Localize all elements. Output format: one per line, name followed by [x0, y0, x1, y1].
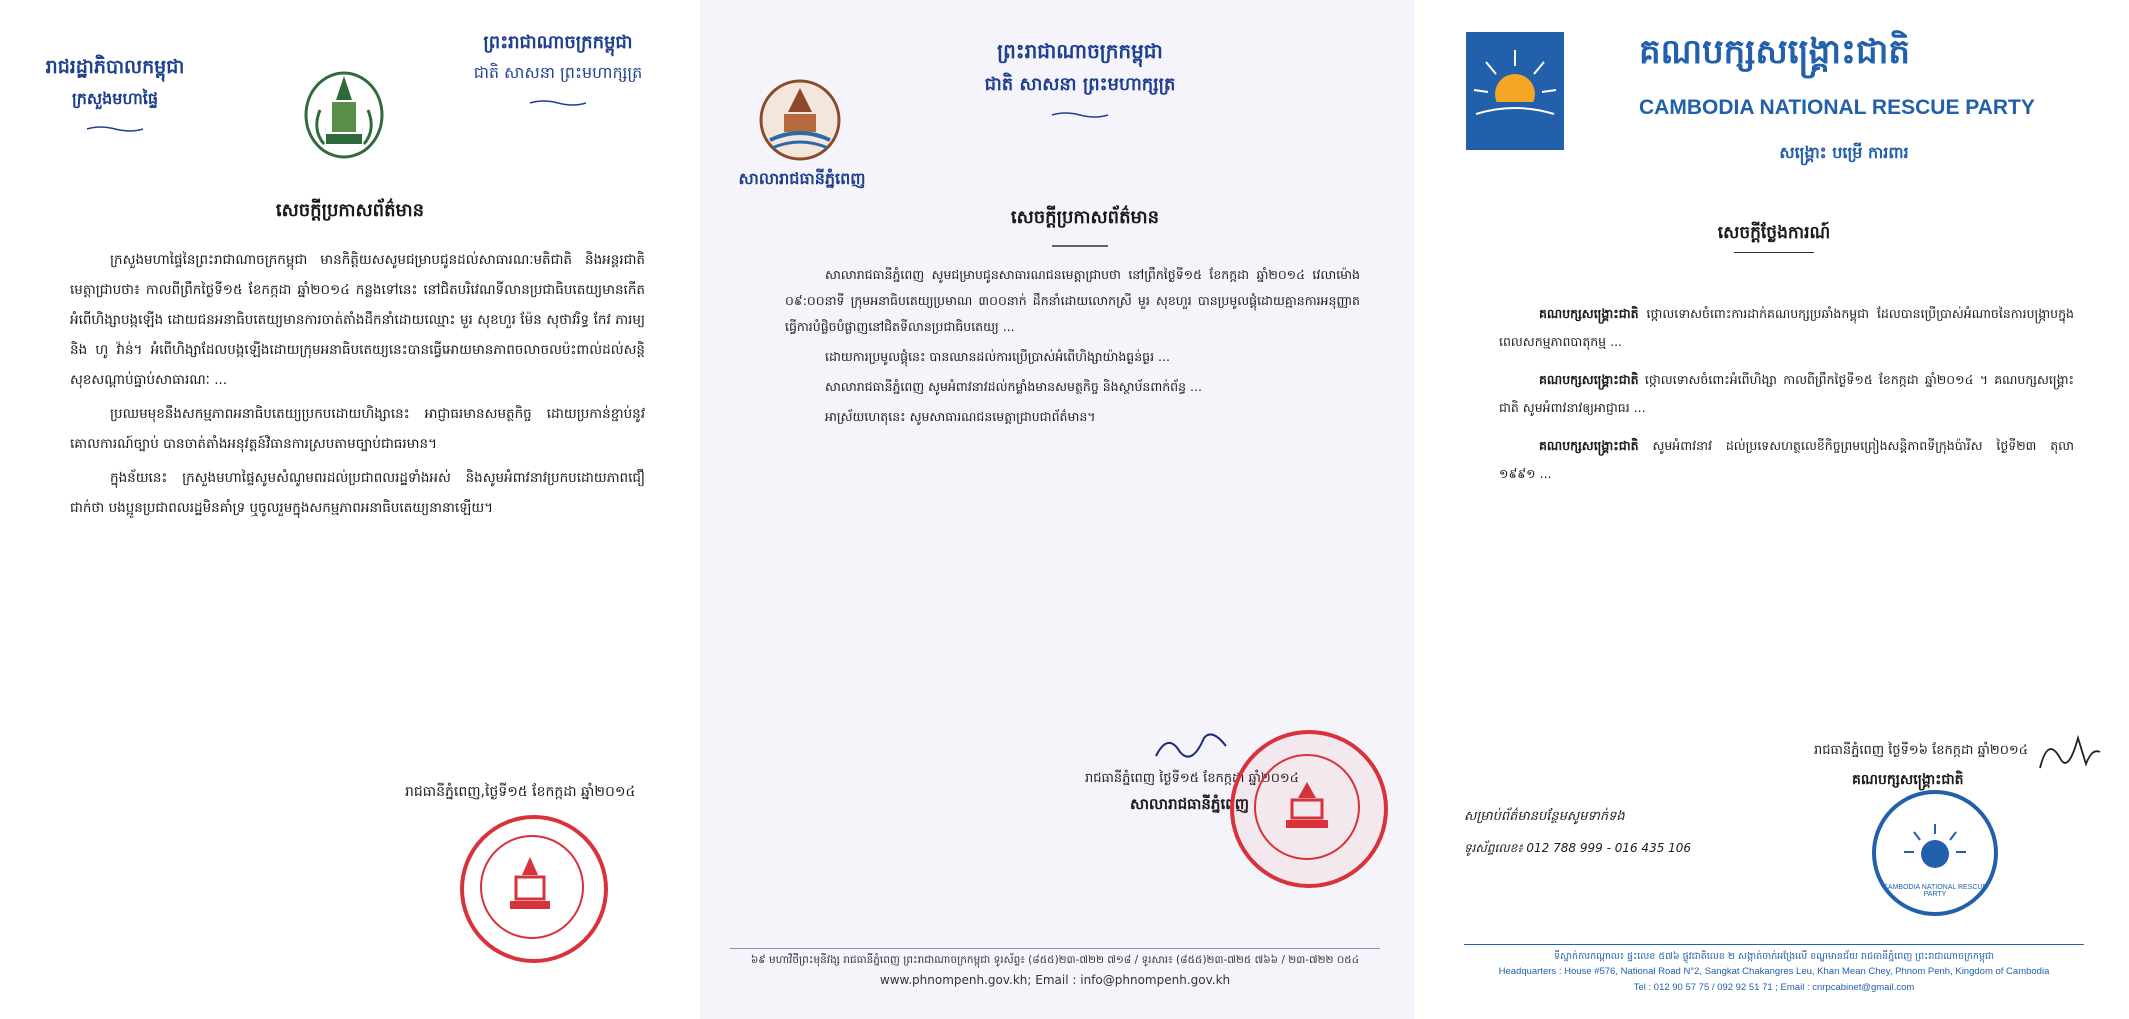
doc3-paragraph [1499, 366, 2074, 422]
doc3-date-line: រាជធានីភ្នំពេញ ថ្ងៃទី១៦ ខែកក្កដា ឆ្នាំ២០១៤ [1814, 743, 2028, 758]
doc2-title: សេចក្តីប្រកាសព័ត៌មាន [1010, 207, 1160, 228]
doc2-org: សាលារាជធានីភ្នំពេញ [738, 169, 866, 188]
doc2-paragraph: សាលារាជធានីភ្នំពេញ សូមជម្រាបជូនសាធារណជនមេត្តាជ្រាបថា នៅព្រឹកថ្ងៃទី១៥ ខែកក្កដា ឆ្នាំ២០១៤ វេលាម៉ោង ០៩:០០នាទី ក្រុមអនាធិបតេយ្យប្រមាណ ៣០០នាក់ ដឹកនាំដោយលោកស្រី មួរ សុខហួរ បានប្រមូលផ្តុំដោយគ្មានការអនុញ្ញាត ធ្វើការបំផ្លិចបំផ្លាញនៅជិតទីលានប្រជាធិបតេយ្យ ... [785, 267, 1360, 334]
phnom-penh-capital-hall-document [700, 0, 1414, 1019]
doc1-kingdom: ព្រះរាជាណាចក្រកម្ពុជា [483, 32, 633, 53]
seal-sun-icon [1900, 820, 1970, 880]
doc3-paragraph-lead: គណបក្សសង្គ្រោះជាតិ [1539, 306, 1639, 321]
signature-mark [1152, 726, 1232, 766]
cnrp-statement-document [1414, 0, 2129, 1019]
doc2-footer-address: ៦៩ មហាវិថីព្រះមុនីវង្ស រាជធានីភ្នំពេញ ព្រះរាជាណាចក្រកម្ពុជា ទូរស័ព្ទ៖ (៨៥៥)២៣-៧២២ ៧១៨ / ទូរសារ៖ (៨៥៥)២៣-៧២៥ ៧៦៦ / ២៣-៧២២ ០៥៤ [750, 954, 1360, 966]
doc3-contact-phone: ទូរស័ព្ទលេខ៖ 012 788 999 - 016 435 106 [1464, 841, 1692, 855]
doc2-date-line: រាជធានីភ្នំពេញ ថ្ងៃទី១៥ ខែកក្កដា ឆ្នាំ២០១៤ [1085, 771, 1299, 786]
doc2-paragraph: អាស្រ័យហេតុនេះ សូមសាធារណជនមេត្តាជ្រាបជាព័ត៌មាន។ [825, 409, 1096, 424]
doc3-sign-org: គណបក្សសង្គ្រោះជាតិ [1852, 772, 1964, 788]
footer-divider [730, 948, 1380, 949]
footer-divider [1464, 944, 2084, 945]
cnrp-name-khmer: គណបក្សសង្គ្រោះជាតិ [1639, 32, 1910, 72]
doc1-org-line2: ក្រសួងមហាផ្ទៃ [71, 89, 158, 108]
doc1-paragraph: ប្រឈមមុខនឹងសកម្មភាពអនាធិបតេយ្យប្រកបដោយហិង្សានេះ អាជ្ញាធរមានសមត្ថកិច្ច ដោយប្រកាន់ខ្ជាប់នូវគោលការណ៍ច្បាប់ បានចាត់តាំងអនុវត្តន៍វិធានការស្របតាមច្បាប់ជាធរមាន។ [70, 406, 645, 452]
ornament-icon [528, 92, 588, 100]
red-official-stamp [460, 815, 608, 963]
doc1-org-line1: រាជរដ្ឋាភិបាលកម្ពុជា [45, 56, 185, 78]
doc3-paragraph [1499, 432, 2074, 488]
cnrp-sun-logo-icon [1466, 32, 1564, 150]
doc2-paragraph: ដោយការប្រមូលផ្តុំនេះ បានឈានដល់ការប្រើប្រាស់អំពើហិង្សាយ៉ាងធ្ងន់ធ្ងរ ... [825, 349, 1170, 364]
doc2-motto: ជាតិ សាសនា ព្រះមហាក្សត្រ [984, 74, 1176, 95]
royal-emblem-icon [302, 60, 386, 160]
doc2-sign-org: សាលារាជធានីភ្នំពេញ [1130, 795, 1250, 813]
doc3-footer-address-khmer: ទីស្នាក់ការកណ្តាល៖ ផ្ទះលេខ ៥៧៦ ផ្លូវជាតិលេខ ២ សង្កាត់ចាក់អង្រែលើ ខណ្ឌមានជ័យ រាជធានីភ្នំពេញ ព្រះរាជាណាចក្រកម្ពុជា [1553, 951, 1995, 962]
cnrp-name-english: CAMBODIA NATIONAL RESCUE PARTY [1639, 96, 2035, 119]
cnrp-slogan: សង្គ្រោះ បម្រើ ការពារ [1779, 143, 1909, 162]
doc1-motto: ជាតិ សាសនា ព្រះមហាក្សត្រ [473, 63, 643, 82]
cnrp-blue-seal [1872, 790, 1998, 916]
ornament-icon [1050, 234, 1110, 240]
doc3-paragraph-text: សូមអំពាវនាវ ដល់ប្រទេសហត្ថលេខីកិច្ចព្រមព្រៀងសន្តិភាពទីក្រុងប៉ារីស ថ្ងៃទី២៣ តុលា ១៩៩១ ... [1499, 438, 2074, 481]
doc3-title: សេចក្តីថ្លែងការណ៍ [1717, 223, 1831, 243]
red-official-stamp [1230, 730, 1388, 888]
title-underline [1734, 252, 1814, 253]
doc1-body [70, 245, 645, 523]
doc3-paragraph-text: ថ្កោលទោសចំពោះអំពើហិង្សា កាលពីព្រឹកថ្ងៃទី១៥ ខែកក្កដា ឆ្នាំ២០១៤ ។ គណបក្សសង្គ្រោះជាតិ សូមអំពាវនាវឲ្យអាជ្ញាធរ ... [1499, 372, 2074, 415]
seal-text: CAMBODIA NATIONAL RESCUE PARTY [1882, 884, 1988, 898]
ornament-icon [1050, 104, 1110, 112]
doc2-body [785, 262, 1360, 430]
doc3-body [1499, 300, 2074, 488]
doc3-footer-contact: Tel : 012 90 57 75 / 092 92 51 71 ; Email : cnrpcabinet@gmail.com [1633, 982, 1915, 993]
stamp-emblem-icon [1282, 780, 1332, 832]
doc1-title: សេចក្តីប្រកាសព័ត៌មាន [275, 200, 425, 221]
doc3-contact-label: សម្រាប់ព័ត៌មានបន្ថែមសូមទាក់ទង [1464, 809, 1625, 824]
doc2-paragraph: សាលារាជធានីភ្នំពេញ សូមអំពាវនាវដល់កម្លាំងមានសមត្ថកិច្ច និងស្ថាប័នពាក់ព័ន្ធ ... [825, 379, 1202, 394]
doc1-date-line: រាជធានីភ្នំពេញ,ថ្ងៃទី១៥ ខែកក្កដា ឆ្នាំ២០១៤ [405, 784, 636, 800]
doc1-paragraph: ក្រសួងមហាផ្ទៃនៃព្រះរាជាណាចក្រកម្ពុជា មានកិត្តិយសសូមជម្រាបជូនដល់សាធារណៈមតិជាតិ និងអន្តរជាតិមេត្តាជ្រាបថា៖ កាលពីព្រឹកថ្ងៃទី១៥ ខែកក្កដា ឆ្នាំ២០១៤ កន្លងទៅនេះ នៅជិតបរិវេណទីលានប្រជាធិបតេយ្យមានកើតអំពើហិង្សាបង្កឡើង ដោយជនអនាធិបតេយ្យមានការចាត់តាំងដឹកនាំដោយឈ្មោះ មួរ សុខហួរ ម៉ែន សុថាវរិទ្ធ កែវ ភារម្យ និង ហូ វ៉ាន់។ អំពើហិង្សាដែលបង្កឡើងដោយក្រុមអនាធិបតេយ្យនេះបានធ្វើអោយមានភាពចលាចលប៉ះពាល់ដល់សន្តិសុខសណ្តាប់ធ្នាប់សាធារណៈ ... [70, 252, 645, 388]
ornament-icon [85, 118, 145, 126]
ministry-of-interior-document [0, 0, 700, 1019]
doc3-paragraph [1499, 300, 2074, 356]
phnom-penh-emblem-icon [758, 78, 842, 162]
stamp-emblem-icon [504, 855, 556, 915]
doc3-footer-address-english: Headquarters : House #576, National Road N°2, Sangkat Chakangres Leu, Khan Mean Chey, Phnom Penh, Kingdom of Cambodia [1498, 966, 2050, 977]
doc2-kingdom: ព្រះរាជាណាចក្រកម្ពុជា [997, 39, 1163, 63]
doc3-paragraph-text: ថ្កោលទោសចំពោះការដាក់គណបក្សប្រឆាំងកម្ពុជា ដែលបានប្រើប្រាស់អំណាចនៃការបង្ក្រាបក្នុងពេលសកម្មភាពបាតុកម្ម ... [1499, 306, 2074, 349]
doc1-paragraph: ក្នុងន័យនេះ ក្រសួងមហាផ្ទៃសូមសំណូមពរដល់ប្រជាពលរដ្ឋទាំងអស់ និងសូមអំពាវនាវប្រកបដោយភាពជឿជាក់ថា បងប្អូនប្រជាពលរដ្ឋមិនគាំទ្រ ឬចូលរួមក្នុងសកម្មភាពអនាធិបតេយ្យនានាឡើយ។ [70, 470, 645, 516]
doc2-footer-contact: www.phnompenh.gov.kh; Email : info@phnompenh.gov.kh [879, 973, 1231, 987]
doc3-paragraph-lead: គណបក្សសង្គ្រោះជាតិ [1539, 438, 1639, 453]
doc3-paragraph-lead: គណបក្សសង្គ្រោះជាតិ [1539, 372, 1639, 387]
